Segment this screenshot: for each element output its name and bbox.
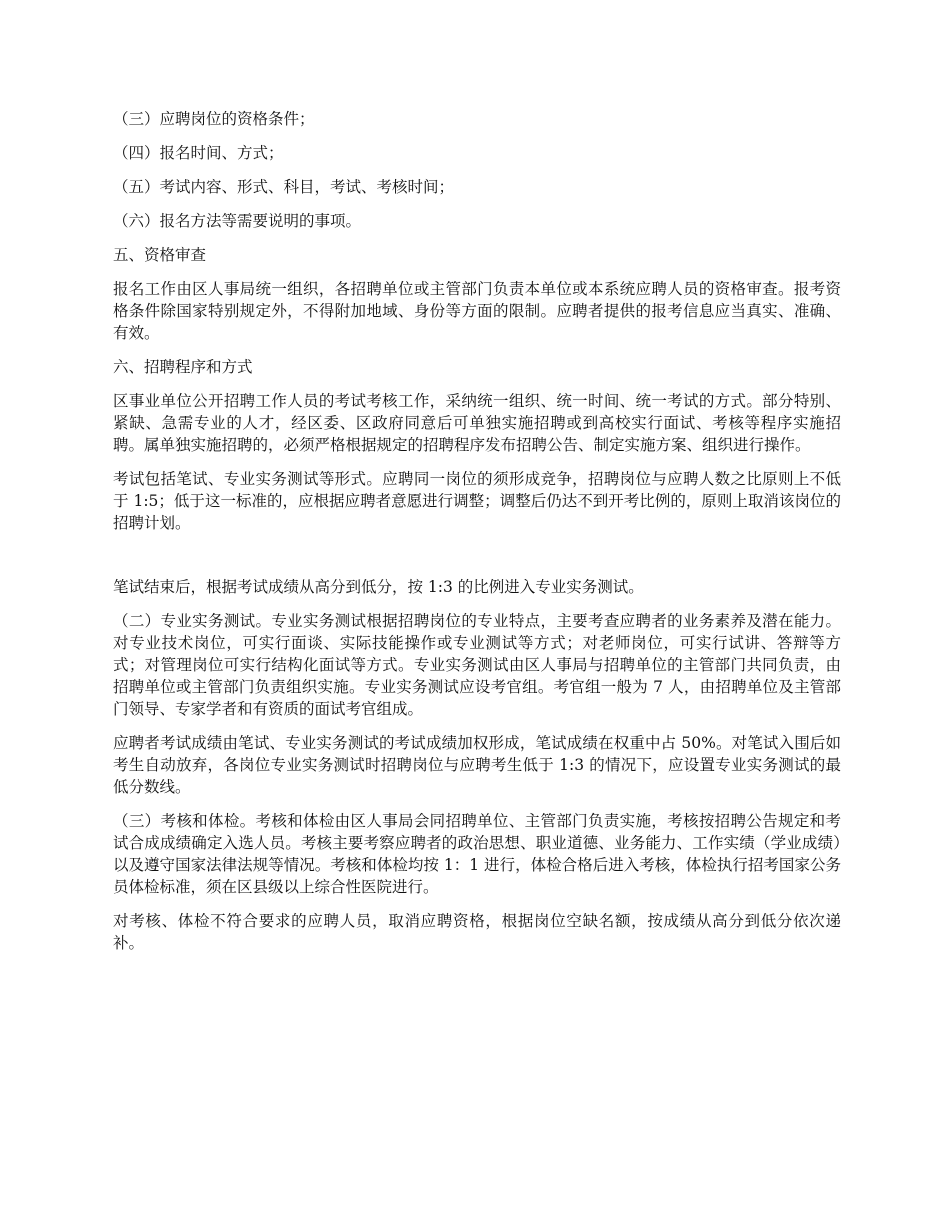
document-page — [113, 108, 841, 966]
paragraph-substitution: 对考核、体检不符合要求的应聘人员，取消应聘资格，根据岗位空缺名额，按成绩从高分到低分依次递补。 — [113, 912, 841, 952]
paragraph-score-weighting: 应聘者考试成绩由笔试、专业实务测试的考试成绩加权形成，笔试成绩在权重中占 50%。对笔试入围后如考生自动放弃，各岗位专业实务测试时招聘岗位与应聘考生低于 1:3 的情况下，应设置专业实务测试的最低分数线。 — [113, 734, 841, 796]
paragraph-exam-forms: 考试包括笔试、专业实务测试等形式。应聘同一岗位的须形成竞争，招聘岗位与应聘人数之比原则上不低于 1:5；低于这一标准的，应根据应聘者意愿进行调整；调整后仍达不到开考比例的，原则上取消该岗位的招聘计划。 — [113, 470, 841, 532]
paragraph-qualification-review: 报名工作由区人事局统一组织，各招聘单位或主管部门负责本单位或本系统应聘人员的资格审查。报考资格条件除国家特别规定外，不得附加地域、身份等方面的限制。应聘者提供的报考信息应当真实、准确、有效。 — [113, 280, 841, 342]
paragraph-written-exam-result: 笔试结束后，根据考试成绩从高分到低分，按 1:3 的比例进入专业实务测试。 — [113, 578, 644, 596]
paragraph-recruitment-procedure: 区事业单位公开招聘工作人员的考试考核工作，采纳统一组织、统一时间、统一考试的方式。部分特别、紧缺、急需专业的人才，经区委、区政府同意后可单独实施招聘或到高校实行面试、考核等程序实施招聘。属单独实施招聘的，必须严格根据规定的招聘程序发布招聘公告、制定实施方案、组织进行操作。 — [113, 392, 841, 454]
paragraph-registration-method: （六）报名方法等需要说明的事项。 — [113, 212, 362, 230]
section-heading-recruitment-procedure: 六、招聘程序和方式 — [113, 358, 253, 376]
paragraph-professional-test: （二）专业实务测试。专业实务测试根据招聘岗位的专业特点，主要考查应聘者的业务素养及潜在能力。对专业技术岗位，可实行面谈、实际技能操作或专业测试等方式；对老师岗位，可实行试讲、答辩等方式；对管理岗位可实行结构化面试等方式。专业实务测试由区人事局与招聘单位的主管部门共同负责，由招聘单位或主管部门负责组织实施。专业实务测试应设考官组。考官组一般为 7 人，由招聘单位及主管部门领导、专家学者和有资质的面试考官组成。 — [113, 612, 841, 718]
paragraph-exam-content: （五）考试内容、形式、科目，考试、考核时间； — [113, 178, 455, 196]
blank-spacer — [113, 546, 841, 576]
paragraph-qualification-conditions: （三）应聘岗位的资格条件； — [113, 110, 315, 128]
paragraph-assessment-physical-exam: （三）考核和体检。考核和体检由区人事局会同招聘单位、主管部门负责实施，考核按招聘公告规定和考试合成成绩确定入选人员。考核主要考察应聘者的政治思想、职业道德、业务能力、工作实绩（学业成绩）以及遵守国家法律法规等情况。考核和体检均按 1：1 进行，体检合格后进入考核，体检执行招考国家公务员体检标准，须在区县级以上综合性医院进行。 — [113, 812, 841, 896]
section-heading-qualification-review: 五、资格审查 — [113, 246, 207, 264]
paragraph-registration-time: （四）报名时间、方式； — [113, 144, 284, 162]
